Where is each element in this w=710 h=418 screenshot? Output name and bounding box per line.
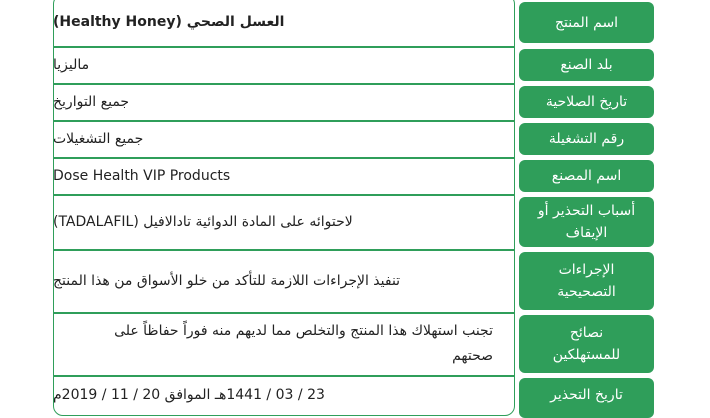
value-country: ماليزيا <box>53 56 90 73</box>
label-expiry: تاريخ الصلاحية <box>519 86 654 118</box>
value-batch: جميع التشغيلات <box>53 130 144 147</box>
label-warning-reasons: أسباب التحذير أو الإيقاف <box>519 197 654 247</box>
label-consumer-advice: نصائح للمستهلكين <box>519 315 654 373</box>
value-consumer-advice: تجنب استهلاك هذا المنتج والتخلص مما لديهم منه فوراً حفاظاً على صحتهم <box>114 323 493 364</box>
label-manufacturer: اسم المصنع <box>519 160 654 192</box>
value-product-name: العسل الصحي (Healthy Honey) <box>53 14 285 30</box>
manufacturer-text: Dose Health VIP Products <box>53 167 231 184</box>
row-divider <box>53 157 515 159</box>
value-warning-date: 23 / 03 / 1441هـ الموافق 20 / 11 / 2019م <box>53 387 325 403</box>
value-corrective-actions: تنفيذ الإجراءات اللازمة للتأكد من خلو الأسواق من هذا المنتج <box>53 272 401 289</box>
label-corrective-actions: الإجراءات التصحيحية <box>519 252 654 310</box>
row-divider <box>53 120 515 122</box>
label-product-name: اسم المنتج <box>519 2 654 43</box>
row-divider <box>53 83 515 85</box>
row-divider <box>53 249 515 251</box>
value-warning-reasons: لاحتوائه على المادة الدوائية تادالافيل (TADALAFIL) <box>53 213 353 230</box>
label-batch: رقم التشغيلة <box>519 123 654 155</box>
value-expiry: جميع التواريخ <box>53 93 130 110</box>
label-warning-date: تاريخ التحذير <box>519 378 654 418</box>
row-divider <box>53 375 515 377</box>
label-country: بلد الصنع <box>519 49 654 81</box>
row-divider <box>53 312 515 314</box>
value-manufacturer <box>53 160 513 192</box>
row-divider <box>53 194 515 196</box>
row-divider <box>53 46 515 48</box>
